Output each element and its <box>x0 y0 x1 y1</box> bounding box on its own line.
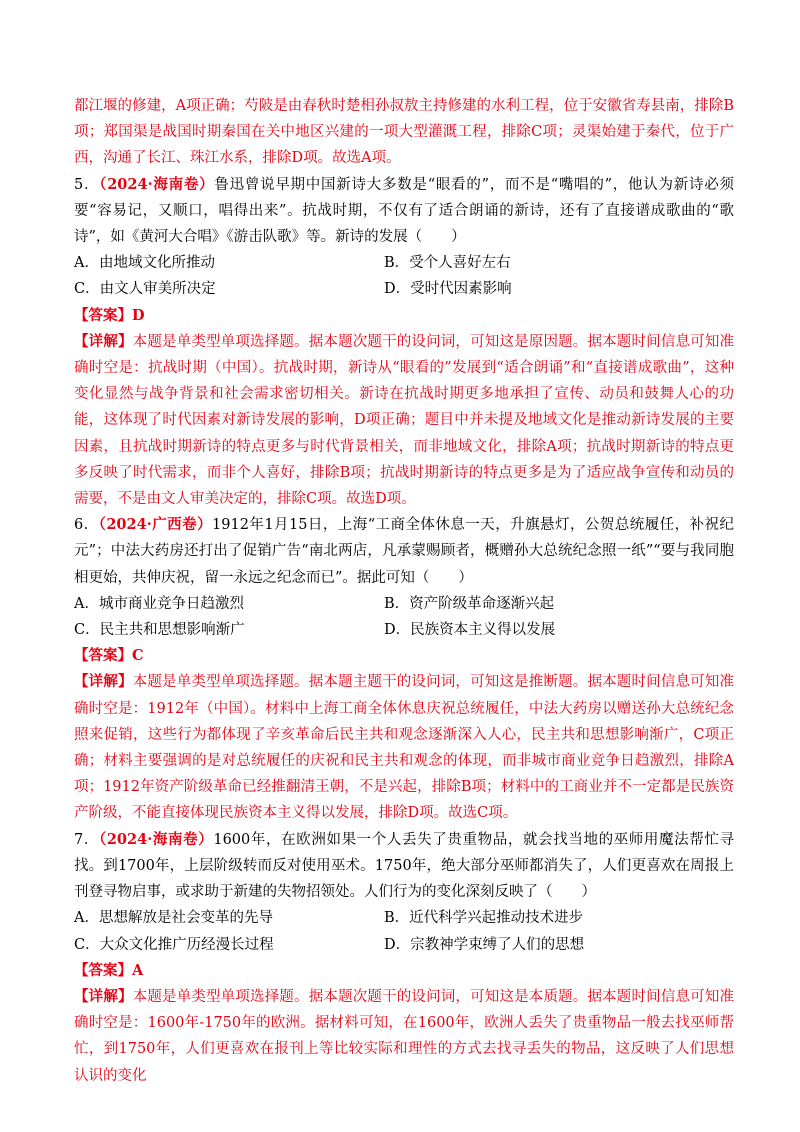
question-number: 7． <box>74 831 99 848</box>
option-d: D．受时代因素影响 <box>384 281 512 298</box>
question-stem <box>74 827 734 906</box>
option-d: D．民族资本主义得以发展 <box>384 622 556 639</box>
question-stem <box>74 172 734 251</box>
option-c: C．民主共和思想影响渐广 <box>74 622 245 639</box>
answer-line <box>74 958 734 984</box>
answer-value: A <box>132 961 144 979</box>
question-5 <box>74 172 734 513</box>
explanation-text: 本题是单类型单项选择题。据本题次题干的设问词，可知这是原因题。据本题时间信息可知准确时空是：抗战时期（中国）。抗战时期，新诗从“眼看的”发展到“适合朗诵”和“直接谱成歌曲”，这种变化显然与战争背景和社会需求密切相关。新诗在抗战时期更多地承担了宣传、动员和鼓舞人心的功能，这体现了时代因素对新诗发展的影响，D项正确；题目中并未提及地域文化是推动新诗发展的主要因素，且抗战时期新诗的特点更多与时代背景相关，而非地域文化，排除A项；抗战时期新诗的特点更多反映了时代需求，而非个人喜好，排除B项；抗战时期新诗的特点更多是为了适应战争宣传和动员的需要，不是由文人审美决定的，排除C项。故选D项。 <box>74 333 735 508</box>
option-d: D．宗教神学束缚了人们的思想 <box>384 936 585 953</box>
question-number: 6． <box>74 517 99 534</box>
question-source: （2024·广西卷） <box>98 516 213 534</box>
options <box>74 250 734 302</box>
answer-value: D <box>132 306 145 324</box>
question-source: （2024·海南卷） <box>98 830 214 848</box>
explanation <box>74 984 734 1089</box>
question-stem <box>74 512 734 591</box>
option-b: B．近代科学兴起推动技术进步 <box>384 910 584 927</box>
answer-line <box>74 303 734 329</box>
option-c: C．由文人审美所决定 <box>74 281 216 298</box>
document-page <box>74 93 734 1089</box>
question-source: （2024·海南卷） <box>99 175 215 193</box>
answer-label: 【答案】 <box>74 961 132 979</box>
question-number: 5． <box>74 176 100 193</box>
answer-line <box>74 643 734 669</box>
answer-value: C <box>132 647 144 665</box>
options <box>74 905 734 957</box>
explanation-label: 【详解】 <box>74 673 133 691</box>
options <box>74 591 734 643</box>
explanation <box>74 669 734 826</box>
option-a: A．城市商业竞争日趋激烈 <box>74 595 244 612</box>
explanation-text: 本题是单类型单项选择题。据本题次题干的设问词，可知这是本质题。据本题时间信息可知准确时空是：1600年-1750年的欧洲。据材料可知，在1600年，欧洲人丢失了贵重物品一般去找巫师帮忙，到1750年，人们更喜欢在报刊上等比较实际和理性的方式去找寻丢失的物品，这反映了人们思想认识的变化 <box>74 988 735 1084</box>
question-text: 1912年1月15日，上海“工商全体休息一天，升旗悬灯，公贺总统履任，补祝纪元”；中法大药房还打出了促销广告“南北两店，凡承蒙赐顾者，概赠孙大总统纪念照一纸”“要与我同胞相更始，共伸庆祝，留一永远之纪念而已”。据此可知（ ） <box>74 517 734 586</box>
option-a: A．由地域文化所推动 <box>74 255 215 272</box>
answer-label: 【答案】 <box>74 306 132 324</box>
question-text: 鲁迅曾说早期中国新诗大多数是“眼看的”，而不是“嘴唱的”，他认为新诗必须要“容易记，又顺口，唱得出来”。抗战时期，不仅有了适合朗诵的新诗，还有了直接谱成歌曲的“歌诗”，如《黄河大合唱》《游击队歌》等。新诗的发展（ ） <box>74 176 735 246</box>
explanation-label: 【详解】 <box>74 987 133 1005</box>
explanation <box>74 329 734 512</box>
option-c: C．大众文化推广历经漫长过程 <box>74 936 274 953</box>
explanation-text: 本题是单类型单项选择题。据本题主题干的设问词，可知这是推断题。据本题时间信息可知准确时空是：1912年（中国）。材料中上海工商全体休息庆祝总统履任，中法大药房以赠送孙大总统纪念照来促销，这些行为都体现了辛亥革命后民主共和观念逐渐深入人心，民主共和思想影响渐广，C项正确；材料主要强调的是对总统履任的庆祝和民主共和观念的体现，而非城市商业竞争日趋激烈，排除A项；1912年资产阶级革命已经推翻清王朝，不是兴起，排除B项；材料中的工商业并不一定都是民族资产阶级，不能直接体现民族资本主义得以发展，排除D项。故选C项。 <box>74 674 735 822</box>
option-a: A．思想解放是社会变革的先导 <box>74 910 273 927</box>
option-b: B．受个人喜好左右 <box>384 255 511 272</box>
option-b: B．资产阶级革命逐渐兴起 <box>384 595 555 612</box>
question-6 <box>74 512 734 826</box>
question-7 <box>74 827 734 1089</box>
answer-label: 【答案】 <box>74 647 132 665</box>
question-text: 1600年，在欧洲如果一个人丢失了贵重物品，就会找当地的巫师用魔法帮忙寻找。到1700年，上层阶级转而反对使用巫术。1750年，绝大部分巫师都消失了，人们更喜欢在周报上刊登寻物启事，或求助于新建的失物招领处。人们行为的变化深刻反映了（ ） <box>74 831 735 901</box>
previous-explanation-tail: 都江堰的修建，A项正确；芍陂是由春秋时楚相孙叔敖主持修建的水利工程，位于安徽省寿县南，排除B项；郑国渠是战国时期秦国在关中地区兴建的一项大型灌溉工程，排除C项；灵渠始建于秦代，位于广西，沟通了长江、珠江水系，排除D项。故选A项。 <box>74 98 734 167</box>
explanation-label: 【详解】 <box>74 332 133 350</box>
